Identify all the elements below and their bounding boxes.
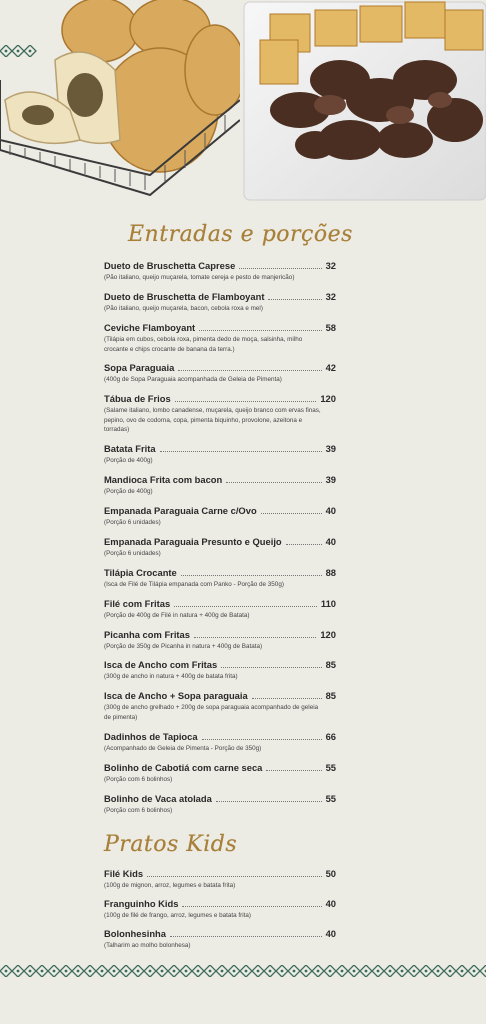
menu-item-name: Sopa Paraguaia — [104, 362, 175, 373]
empanada-basket-photo — [0, 0, 240, 198]
menu-item-name: Filé com Fritas — [104, 598, 171, 609]
menu-item-price: 32 — [325, 260, 336, 271]
menu-item-price: 50 — [325, 868, 336, 879]
dotted-leader — [199, 330, 321, 331]
dotted-leader — [147, 876, 321, 877]
menu-item-row — [104, 567, 336, 578]
menu-item — [104, 567, 336, 590]
menu-item-name: Franguinho Kids — [104, 898, 179, 909]
menu-item-price: 39 — [325, 474, 336, 485]
dotted-leader — [226, 482, 321, 483]
menu-item-price: 40 — [325, 536, 336, 547]
menu-item — [104, 598, 336, 621]
dotted-leader — [216, 801, 322, 802]
menu-item-description: (Porção de 400g) — [104, 457, 153, 464]
section-title-kids: Pratos Kids — [104, 832, 238, 857]
decorative-border-top — [0, 45, 40, 57]
dotted-leader — [268, 299, 321, 300]
menu-item-row — [104, 928, 336, 939]
dotted-leader — [160, 451, 322, 452]
menu-item-description: (100g de filé de frango, arroz, legumes e batata frita) — [104, 912, 252, 919]
dotted-leader — [178, 370, 321, 371]
menu-item-name: Bolinho de Vaca atolada — [104, 793, 212, 804]
menu-item-name: Empanada Paraguaia Presunto e Queijo — [104, 536, 282, 547]
decorative-border-bottom — [0, 965, 486, 977]
menu-item-name: Dadinhos de Tapioca — [104, 731, 198, 742]
menu-item — [104, 868, 336, 891]
menu-item-price: 40 — [325, 505, 336, 516]
menu-item — [104, 536, 336, 559]
menu-item-description: (Porção de 400g) — [104, 488, 153, 495]
menu-item-description: (400g de Sopa Paraguaia acompanhada de Geleia de Pimenta) — [104, 376, 282, 383]
menu-item-description: (300g de ancho grelhado + 200g de sopa paraguaia acompanhado de geleia de pimenta) — [104, 704, 319, 721]
menu-item — [104, 443, 336, 466]
menu-item-row — [104, 505, 336, 516]
dotted-leader — [266, 770, 321, 771]
menu-item-row — [104, 762, 336, 773]
menu-item-description: (Salame italiano, lombo canadense, muçarela, queijo branco com ervas finas, pepino, ovo de codorna, copa, pimenta biquinho, provolone, azeitona e torradas) — [104, 407, 321, 433]
menu-item-description: (Isca de Filé de Tilápia empanada com Panko - Porção de 350g) — [104, 581, 284, 588]
steak-plate-photo — [240, 0, 486, 205]
dotted-leader — [174, 606, 317, 607]
dotted-leader — [175, 401, 317, 402]
menu-item-row — [104, 362, 336, 373]
menu-item-description: (Porção 6 unidades) — [104, 550, 161, 557]
menu-item-name: Empanada Paraguaia Carne c/Ovo — [104, 505, 257, 516]
dotted-leader — [182, 906, 321, 907]
menu-item-description: (Porção 6 unidades) — [104, 519, 161, 526]
menu-item-description: (Acompanhado de Geleia de Pimenta - Porção de 350g) — [104, 745, 262, 752]
dotted-leader — [181, 575, 322, 576]
menu-item-row — [104, 393, 336, 404]
menu-item — [104, 505, 336, 528]
menu-item-description: (Tilápia em cubos, cebola roxa, pimenta dedo de moça, salsinha, milho crocante e chips crocante de banana da terra.) — [104, 336, 303, 353]
menu-item-price: 85 — [325, 659, 336, 670]
section-title-entradas: Entradas e porções — [128, 222, 353, 247]
menu-item — [104, 731, 336, 754]
menu-item-row — [104, 898, 336, 909]
menu-item-price: 120 — [320, 393, 336, 404]
menu-item-price: 88 — [325, 567, 336, 578]
menu-item-description: (Porção com 6 bolinhos) — [104, 776, 173, 783]
menu-item-row — [104, 536, 336, 547]
menu-item-name: Picanha com Fritas — [104, 629, 190, 640]
menu-item-price: 40 — [325, 898, 336, 909]
menu-item-name: Dueto de Bruschetta Caprese — [104, 260, 236, 271]
menu-item-name: Ceviche Flamboyant — [104, 322, 196, 333]
dotted-leader — [170, 936, 322, 937]
menu-item — [104, 762, 336, 785]
menu-item-name: Filé Kids — [104, 868, 144, 879]
menu-item-name: Mandioca Frita com bacon — [104, 474, 223, 485]
menu-item-name: Bolonhesinha — [104, 928, 166, 939]
dotted-leader — [221, 667, 321, 668]
menu-item — [104, 291, 336, 314]
dotted-leader — [261, 513, 322, 514]
menu-item-name: Tilápia Crocante — [104, 567, 177, 578]
menu-item-row — [104, 291, 336, 302]
menu-item-row — [104, 322, 336, 333]
menu-item-description: (Porção de 400g de Filé in natura + 400g de Batata) — [104, 612, 250, 619]
menu-item — [104, 659, 336, 682]
menu-item-price: 66 — [325, 731, 336, 742]
menu-item-description: (Porção com 6 bolinhos) — [104, 807, 173, 814]
dotted-leader — [252, 698, 322, 699]
menu-item-name: Batata Frita — [104, 443, 156, 454]
menu-item-row — [104, 443, 336, 454]
menu-item-name: Isca de Ancho com Fritas — [104, 659, 218, 670]
menu-item — [104, 690, 336, 722]
menu-item-row — [104, 793, 336, 804]
menu-item-price: 39 — [325, 443, 336, 454]
menu-item-row — [104, 474, 336, 485]
menu-item-row — [104, 598, 336, 609]
menu-item — [104, 393, 336, 435]
menu-item-row — [104, 629, 336, 640]
menu-item — [104, 898, 336, 921]
menu-item-description: (Talharim ao molho bolonhesa) — [104, 942, 191, 949]
menu-item — [104, 322, 336, 354]
menu-item-description: (300g de ancho in natura + 400g de batata frita) — [104, 673, 238, 680]
menu-item-description: (Pão italiano, queijo muçarela, tomate cereja e pesto de manjericão) — [104, 274, 295, 281]
menu-item-description: (Pão italiano, queijo muçarela, bacon, cebola roxa e mel) — [104, 305, 263, 312]
menu-item-description: (Porção de 350g de Picanha in natura + 400g de Batata) — [104, 643, 263, 650]
dotted-leader — [239, 268, 321, 269]
menu-item — [104, 260, 336, 283]
menu-item-price: 110 — [320, 598, 336, 609]
dotted-leader — [202, 739, 322, 740]
food-photos — [0, 0, 486, 215]
menu-item-price: 85 — [325, 690, 336, 701]
menu-item-row — [104, 868, 336, 879]
menu-item-price: 55 — [325, 793, 336, 804]
menu-item-name: Bolinho de Cabotiá com carne seca — [104, 762, 263, 773]
menu-item-price: 120 — [320, 629, 336, 640]
menu-item-row — [104, 659, 336, 670]
menu-item-price: 55 — [325, 762, 336, 773]
menu-item-row — [104, 690, 336, 701]
menu-item-price: 40 — [325, 928, 336, 939]
menu-item — [104, 928, 336, 951]
dotted-leader — [194, 637, 316, 638]
dotted-leader — [286, 544, 322, 545]
menu-item — [104, 362, 336, 385]
menu-item-price: 42 — [325, 362, 336, 373]
menu-item-row — [104, 260, 336, 271]
menu-item-price: 58 — [325, 322, 336, 333]
menu-item-row — [104, 731, 336, 742]
menu-item-name: Dueto de Bruschetta de Flamboyant — [104, 291, 265, 302]
menu-item-description: (100g de mignon, arroz, legumes e batata frita) — [104, 882, 236, 889]
menu-item — [104, 629, 336, 652]
menu-item — [104, 474, 336, 497]
menu-item-name: Isca de Ancho + Sopa paraguaia — [104, 690, 248, 701]
menu-item-name: Tábua de Frios — [104, 393, 171, 404]
menu-item-price: 32 — [325, 291, 336, 302]
menu-item — [104, 793, 336, 816]
